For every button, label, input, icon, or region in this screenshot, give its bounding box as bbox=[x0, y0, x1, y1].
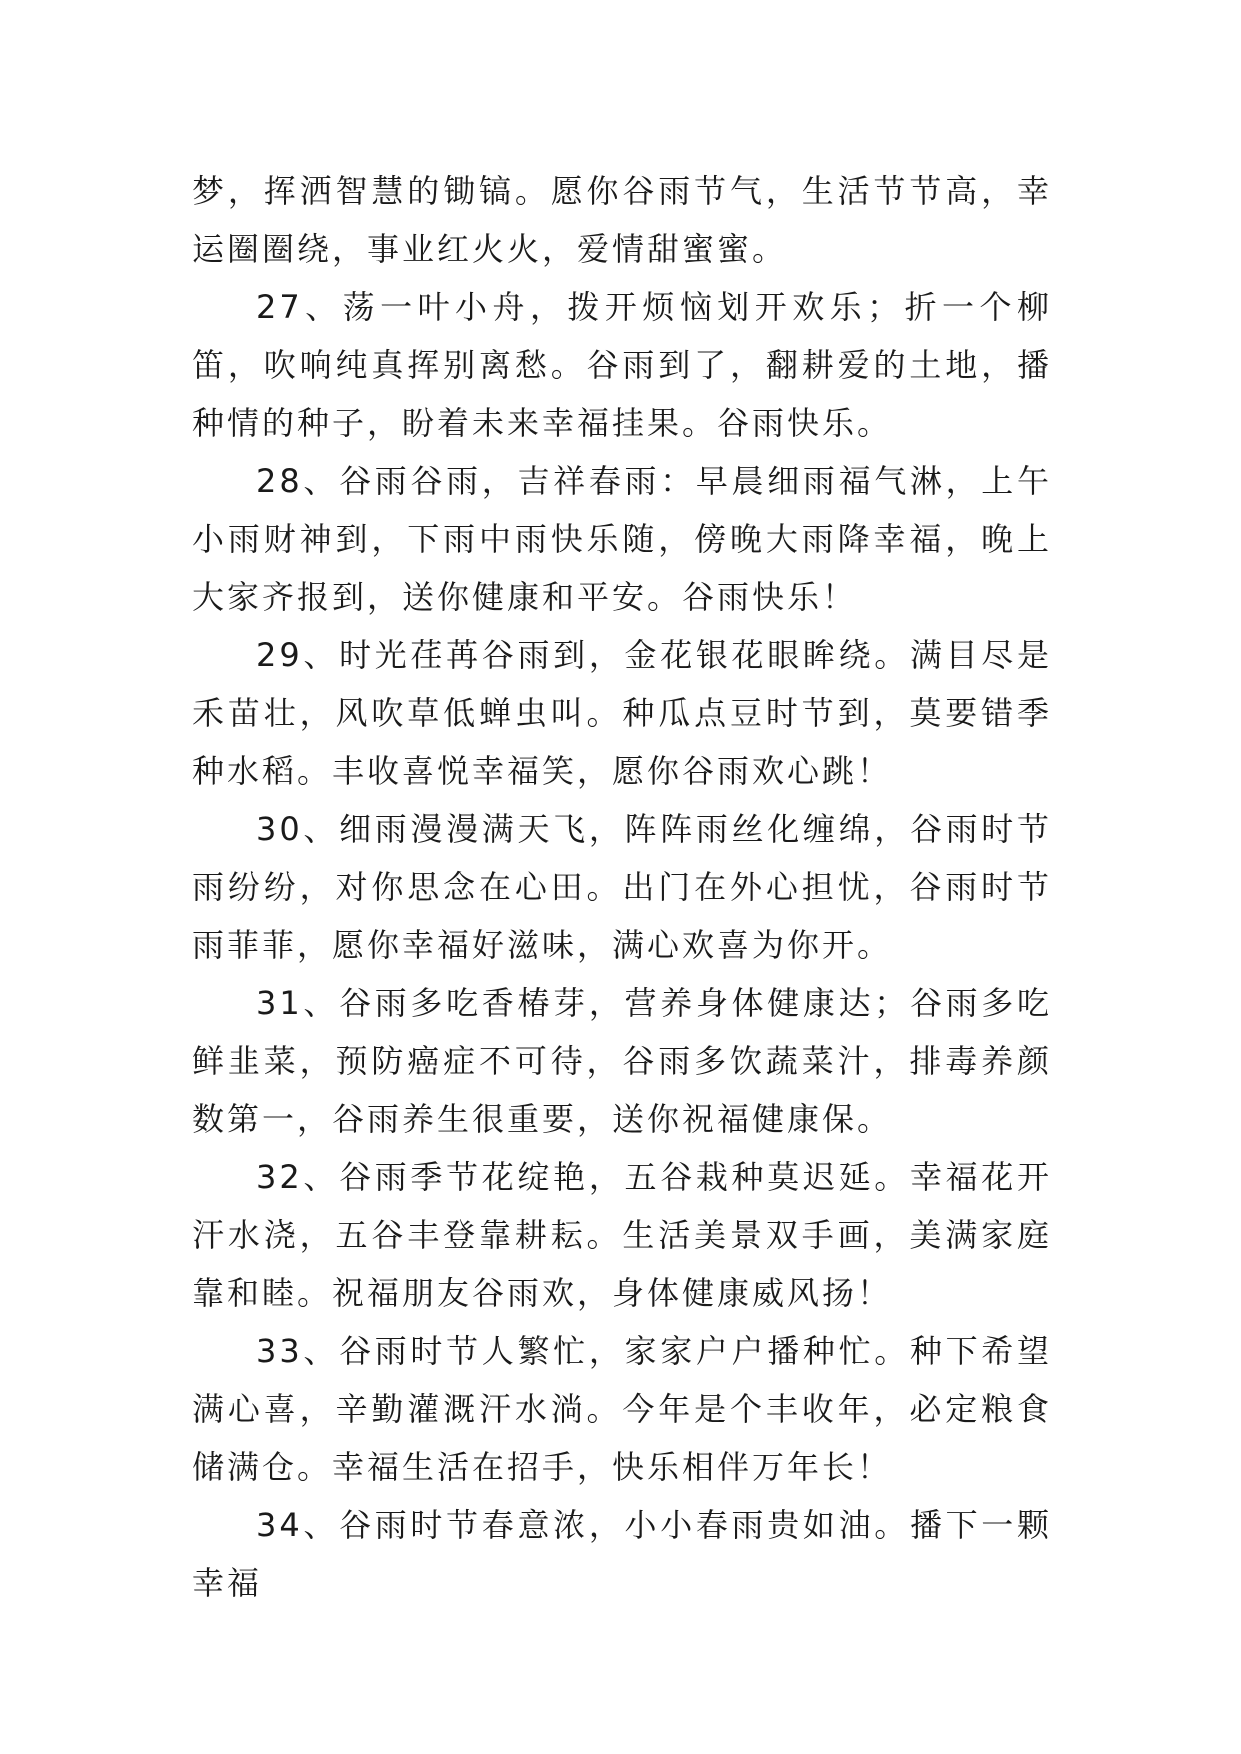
paragraph-29: 29、时光荏苒谷雨到，金花银花眼眸绕。满目尽是禾苗壮，风吹草低蝉虫叫。种瓜点豆时节到，莫要错季种水稻。丰收喜悦幸福笑，愿你谷雨欢心跳！ bbox=[192, 636, 1052, 790]
paragraph-continued: 梦，挥洒智慧的锄镐。愿你谷雨节气，生活节节高，幸运圈圈绕，事业红火火，爱情甜蜜蜜。 bbox=[192, 172, 1052, 268]
paragraph-34: 34、谷雨时节春意浓，小小春雨贵如油。播下一颗幸福 bbox=[192, 1506, 1052, 1602]
paragraph-30: 30、细雨漫漫满天飞，阵阵雨丝化缠绵，谷雨时节雨纷纷，对你思念在心田。出门在外心担忧，谷雨时节雨菲菲，愿你幸福好滋味，满心欢喜为你开。 bbox=[192, 810, 1052, 964]
body-text bbox=[192, 162, 1052, 1612]
paragraph-32: 32、谷雨季节花绽艳，五谷栽种莫迟延。幸福花开汗水浇，五谷丰登靠耕耘。生活美景双手画，美满家庭靠和睦。祝福朋友谷雨欢，身体健康威风扬！ bbox=[192, 1158, 1052, 1312]
paragraph-27: 27、荡一叶小舟，拨开烦恼划开欢乐；折一个柳笛，吹响纯真挥别离愁。谷雨到了，翻耕爱的土地，播种情的种子，盼着未来幸福挂果。谷雨快乐。 bbox=[192, 288, 1052, 442]
paragraph-33: 33、谷雨时节人繁忙，家家户户播种忙。种下希望满心喜，辛勤灌溉汗水淌。今年是个丰收年，必定粮食储满仓。幸福生活在招手，快乐相伴万年长！ bbox=[192, 1332, 1052, 1486]
paragraph-28: 28、谷雨谷雨，吉祥春雨：早晨细雨福气淋，上午小雨财神到，下雨中雨快乐随，傍晚大雨降幸福，晚上大家齐报到，送你健康和平安。谷雨快乐！ bbox=[192, 462, 1052, 616]
paragraph-31: 31、谷雨多吃香椿芽，营养身体健康达；谷雨多吃鲜韭菜，预防癌症不可待，谷雨多饮蔬菜汁，排毒养颜数第一，谷雨养生很重要，送你祝福健康保。 bbox=[192, 984, 1052, 1138]
